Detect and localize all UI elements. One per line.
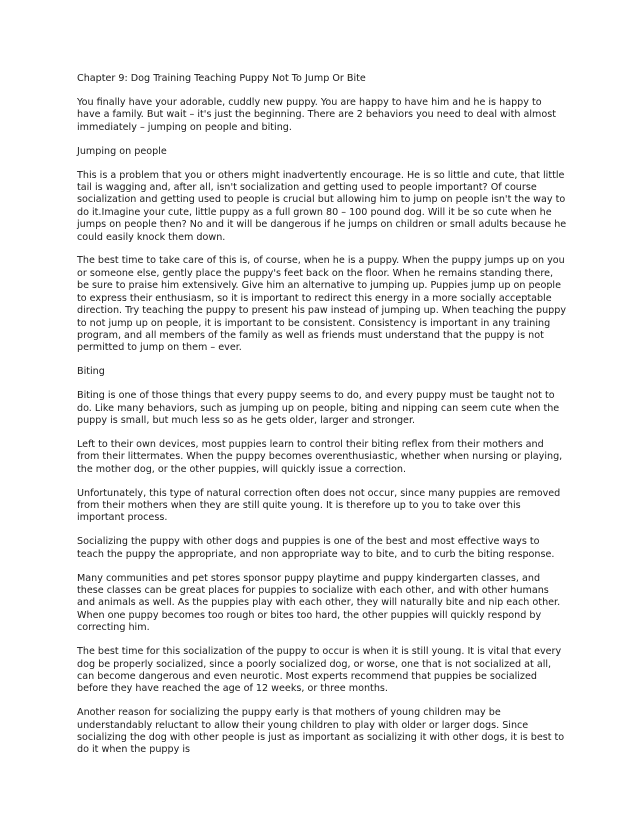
paragraph-littermates: Left to their own devices, most puppies learn to control their biting reflex from their mothers and from their littermates. When the puppy becomes overenthusiastic, whether when nursing or playing, the mother dog, or the other puppies, will quickly issue a correction. <box>77 438 563 475</box>
paragraph-natural-correction: Unfortunately, this type of natural correction often does not occur, since many puppies are removed from their mothers when they are still quite young. It is therefore up to you to take over this important process. <box>77 487 561 524</box>
paragraph-jumping-solution: The best time to take care of this is, of course, when he is a puppy. When the puppy jumps up on you or someone else, gently place the puppy's feet back on the floor. When he remains standing there, be sure to praise him extensively. Give him an alternative to jumping up. Puppies jump up on people to express their enthusiasm, so it is important to redirect this energy in a more socially acceptable direction. Try teaching the puppy to present his paw instead of jumping up. When teaching the puppy to not jump up on people, it is important to be consistent. Consistency is important in any training program, and all members of the family as well as friends must understand that the puppy is not permitted to jump on them – ever. <box>77 255 567 354</box>
paragraph-best-time: The best time for this socialization of the puppy to occur is when it is still young. It is vital that every dog be properly socialized, since a poorly socialized dog, or worse, one that is not socialized at all, can become dangerous and even neurotic. Most experts recommend that puppies be socialized before they have reached the age of 12 weeks, or three months. <box>77 646 562 695</box>
section-heading-biting: Biting <box>77 366 105 378</box>
paragraph-another-reason: Another reason for socializing the puppy early is that mothers of young children may be understandably reluctant to allow their young children to play with older or larger dogs. Since socializing the dog with other people is just as important as socializing it with other dogs, it is best to do it when the puppy is <box>77 707 565 756</box>
paragraph-socializing: Socializing the puppy with other dogs and puppies is one of the best and most effective ways to teach the puppy the appropriate, and non appropriate way to bite, and to curb the biting response. <box>77 536 555 560</box>
section-heading-jumping: Jumping on people <box>77 145 167 157</box>
chapter-title: Chapter 9: Dog Training Teaching Puppy Not To Jump Or Bite <box>77 73 366 84</box>
paragraph-intro: You finally have your adorable, cuddly new puppy. You are happy to have him and he is happy to have a family. But wait – it's just the beginning. There are 2 behaviors you need to deal with almost immediately – jumping on people and biting. <box>77 96 556 133</box>
paragraph-kindergarten: Many communities and pet stores sponsor puppy playtime and puppy kindergarten classes, and these classes can be great places for puppies to socialize with each other, and with other humans and animals as well. As the puppies play with each other, they will naturally bite and nip each other. When one puppy becomes too rough or bites too hard, the other puppies will quickly respond by correcting him. <box>77 572 561 634</box>
paragraph-biting-intro: Biting is one of those things that every puppy seems to do, and every puppy must be taught not to do. Like many behaviors, such as jumping up on people, biting and nipping can seem cute when the puppy is small, but much less so as he gets older, larger and stronger. <box>77 390 560 426</box>
page-content <box>77 73 567 768</box>
paragraph-jumping-problem: This is a problem that you or others might inadvertently encourage. He is so little and cute, that little tail is wagging and, after all, isn't socialization and getting used to people important? Of course socialization and getting used to people is crucial but allowing him to jump on people isn't the way to do it.Imagine your cute, little puppy as a full grown 80 – 100 pound dog. Will it be so cute when he jumps on people then? No and it will be dangerous if he jumps on children or small adults because he could easily knock them down. <box>77 169 567 243</box>
